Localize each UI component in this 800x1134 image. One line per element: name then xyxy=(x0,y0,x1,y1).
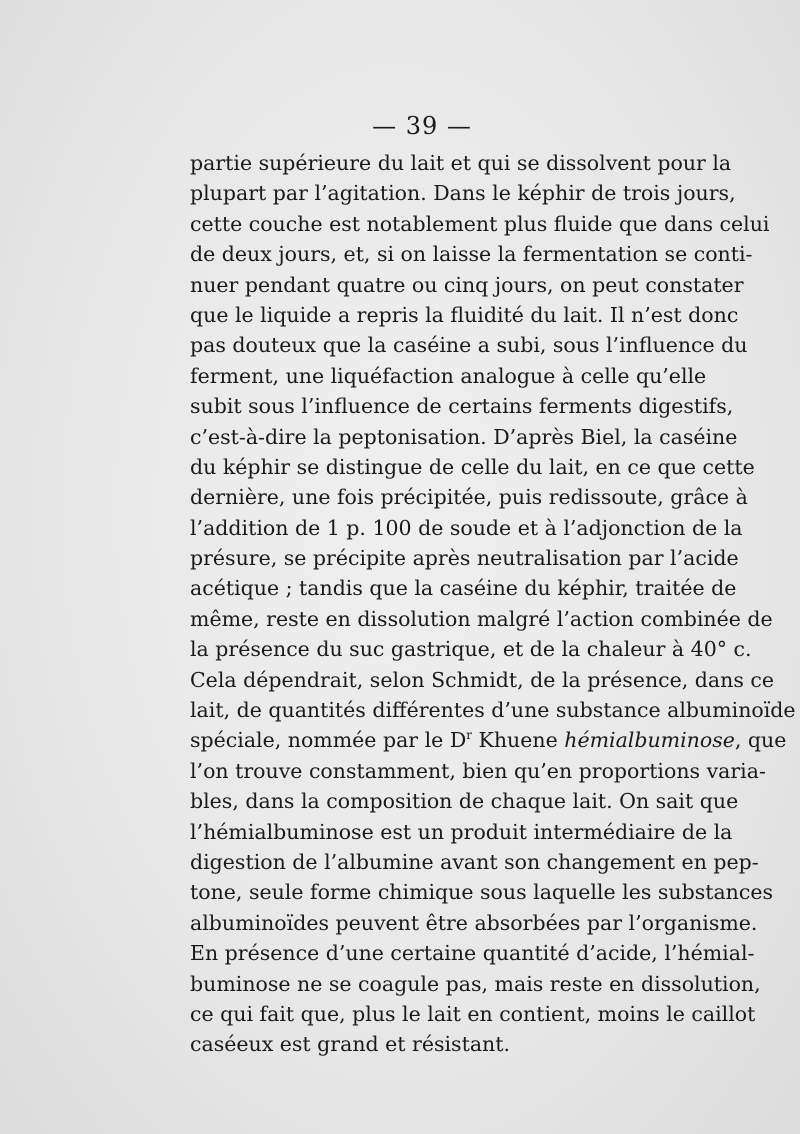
text-line: pas douteux que la caséine a subi, sous l’influence du xyxy=(190,333,748,358)
text-line: nuer pendant quatre ou cinq jours, on peut constater xyxy=(190,272,744,297)
text-line: ce qui fait que, plus le lait en contient, moins le caillot xyxy=(190,1001,756,1026)
text-fragment: spéciale, nommée par le D xyxy=(190,728,467,753)
text-line: Cela dépendrait, selon Schmidt, de la présence, dans ce xyxy=(190,667,774,692)
text-line: tone, seule forme chimique sous laquelle les substances xyxy=(190,880,774,905)
text-line: la présence du suc gastrique, et de la chaleur à 40° c. xyxy=(190,637,752,662)
text-line: buminose ne se coagule pas, mais reste en dissolution, xyxy=(190,971,761,996)
text-line: l’hémialbuminose est un produit intermédiaire de la xyxy=(190,819,733,844)
text-line: digestion de l’albumine avant son changement en pep- xyxy=(190,849,759,874)
text-line: l’on trouve constamment, bien qu’en proportions varia- xyxy=(190,758,766,783)
text-line: de deux jours, et, si on laisse la fermentation se conti- xyxy=(190,242,753,267)
text-line: même, reste en dissolution malgré l’action combinée de xyxy=(190,606,773,631)
body-text xyxy=(190,148,796,1060)
text-line: c’est-à-dire la peptonisation. D’après Biel, la caséine xyxy=(190,424,738,449)
text-line: du képhir se distingue de celle du lait, en ce que cette xyxy=(190,454,755,479)
text-line: acétique ; tandis que la caséine du képhir, traitée de xyxy=(190,576,737,601)
superscript: r xyxy=(466,728,473,743)
text-line: albuminoïdes peuvent être absorbées par l’organisme. xyxy=(190,910,758,935)
text-line: présure, se précipite après neutralisation par l’acide xyxy=(190,546,739,571)
text-line: plupart par l’agitation. Dans le képhir de trois jours, xyxy=(190,181,736,206)
text-line: En présence d’une certaine quantité d’acide, l’hémial- xyxy=(190,941,755,966)
text-fragment: , que xyxy=(734,728,787,753)
text-line: dernière, une fois précipitée, puis redissoute, grâce à xyxy=(190,485,748,510)
text-line: cette couche est notablement plus fluide que dans celui xyxy=(190,211,770,236)
text-line: l’addition de 1 p. 100 de soude et à l’adjonction de la xyxy=(190,515,743,540)
text-line: lait, de quantités différentes d’une substance albuminoïde xyxy=(190,698,796,723)
text-line: partie supérieure du lait et qui se dissolvent pour la xyxy=(190,151,732,175)
text-line-last: caséeux est grand et résistant. xyxy=(190,1032,510,1057)
text-line: subit sous l’influence de certains ferments digestifs, xyxy=(190,394,734,419)
text-line: bles, dans la composition de chaque lait. On sait que xyxy=(190,789,739,814)
italic-term: hémialbuminose xyxy=(564,728,735,753)
page-number: — 39 — xyxy=(372,112,472,140)
text-line-with-term xyxy=(190,725,787,755)
text-fragment: Khuene xyxy=(472,728,565,753)
text-line: ferment, une liquéfaction analogue à celle qu’elle xyxy=(190,363,707,388)
text-line: que le liquide a repris la fluidité du lait. Il n’est donc xyxy=(190,302,739,327)
